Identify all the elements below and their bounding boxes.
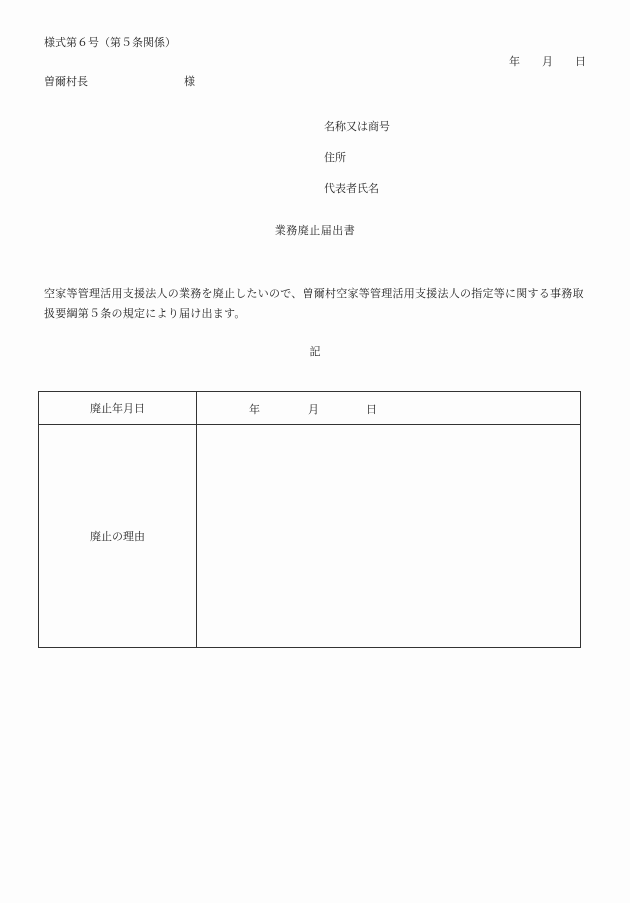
abolition-date-field[interactable] — [197, 392, 580, 424]
abolition-year-label: 年 — [249, 403, 260, 416]
abolition-date-label: 廃止年月日 — [39, 392, 197, 424]
applicant-address-label: 住所 — [324, 151, 346, 164]
ki-heading: 記 — [309, 345, 321, 358]
addressee — [44, 75, 195, 89]
abolition-day-label: 日 — [366, 403, 377, 416]
abolition-month-label: 月 — [308, 403, 319, 416]
abolition-reason-label: 廃止の理由 — [39, 424, 197, 647]
abolition-reason-row — [39, 424, 580, 647]
applicant-block — [324, 120, 390, 213]
applicant-name-label: 名称又は商号 — [324, 120, 390, 133]
document-title: 業務廃止届出書 — [274, 224, 356, 237]
applicant-representative-label: 代表者氏名 — [324, 182, 379, 195]
date-month-label: 月 — [542, 55, 553, 68]
abolition-date-row — [39, 392, 580, 425]
form-number: 様式第６号（第５条関係） — [44, 36, 176, 49]
detail-table — [38, 391, 581, 648]
addressee-honorific: 様 — [184, 75, 195, 88]
addressee-name: 曽爾村長 — [44, 75, 88, 88]
submission-date — [509, 55, 586, 69]
date-day-label: 日 — [575, 55, 586, 68]
body-text: 空家等管理活用支援法人の業務を廃止したいので、曽爾村空家等管理活用支援法人の指定等に関する事務取扱要綱第５条の規定により届け出ます。 — [44, 287, 584, 320]
date-year-label: 年 — [509, 55, 520, 68]
abolition-reason-field[interactable] — [197, 424, 580, 647]
